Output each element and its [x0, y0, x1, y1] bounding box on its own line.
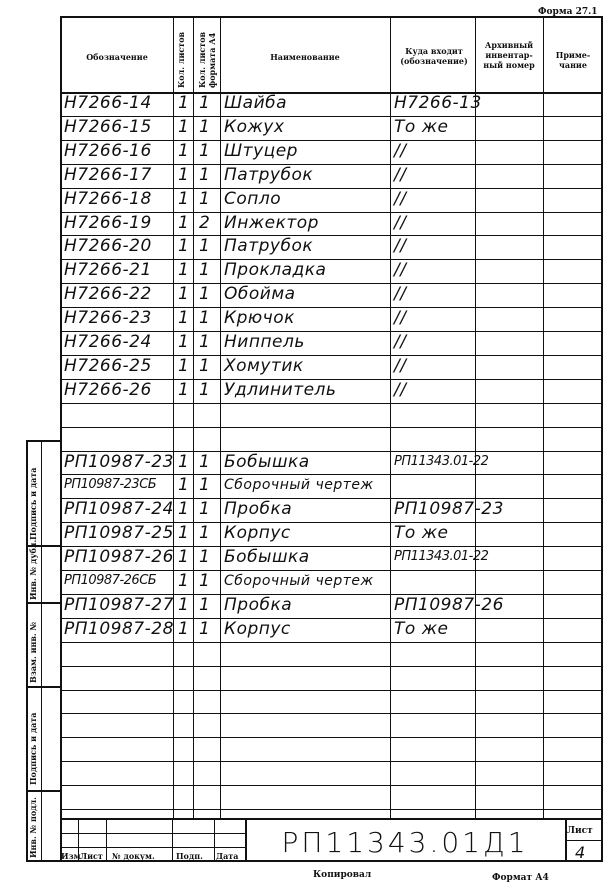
cell-name: Крючок: [224, 308, 295, 329]
cell-where-used: РП11343.01-22: [394, 549, 489, 565]
col-change: Изм: [61, 851, 81, 861]
cell-a4: 1: [199, 284, 211, 305]
header-name: Наименование: [270, 52, 340, 62]
cell-where-used: То же: [394, 523, 449, 544]
cell-sheets: 1: [178, 618, 190, 639]
cell-designation: Н7266-23: [64, 308, 152, 329]
cell-a4: 1: [199, 355, 211, 376]
cell-a4: 1: [199, 332, 211, 352]
cell-name: Бобышка: [224, 451, 310, 472]
col-sheet: Лист: [80, 851, 103, 861]
cell-a4: 1: [199, 188, 211, 209]
cell-name: Штуцер: [224, 140, 298, 161]
cell-sheets: 1: [178, 236, 190, 257]
cell-a4: 1: [199, 547, 211, 568]
footer-format: Формат А4: [492, 873, 549, 883]
cell-name: Хомутик: [224, 355, 304, 376]
cell-where-used: //: [394, 355, 407, 376]
cell-name: Сопло: [224, 188, 282, 209]
cell-a4: 2: [199, 212, 211, 233]
cell-where-used: То же: [394, 116, 449, 137]
cell-designation: РП10987-26: [64, 547, 174, 568]
cell-designation: РП10987-28: [64, 618, 174, 639]
cell-a4: 1: [199, 475, 211, 496]
cell-designation: РП10987-24: [64, 499, 174, 520]
cell-sheets: 1: [178, 499, 190, 520]
cell-a4: 1: [199, 499, 211, 520]
cell-name: Патрубок: [224, 236, 314, 257]
cell-a4: 1: [199, 523, 211, 544]
cell-a4: 1: [199, 260, 211, 281]
header-designation: Обозначение: [86, 52, 148, 62]
cell-where-used: //: [394, 236, 407, 257]
sheet-label: Лист: [567, 826, 593, 836]
cell-name: Шайба: [224, 93, 288, 113]
cell-sheets: 1: [178, 547, 190, 568]
cell-sheets: 1: [178, 93, 190, 113]
cell-sheets: 1: [178, 284, 190, 305]
cell-where-used: РП10987-23: [394, 499, 504, 520]
cell-a4: 1: [199, 308, 211, 329]
side-label-sign-date-2: Подпись и дата: [28, 712, 38, 785]
cell-name: Ниппель: [224, 332, 305, 352]
cell-sheets: 1: [178, 523, 190, 544]
cell-designation: Н7266-19: [64, 212, 152, 233]
cell-name: Пробка: [224, 594, 293, 615]
cell-designation: РП10987-26СБ: [64, 573, 157, 588]
cell-designation: РП10987-27: [64, 594, 174, 615]
cell-sheets: 1: [178, 140, 190, 161]
cell-where-used: //: [394, 284, 407, 305]
cell-name: Бобышка: [224, 547, 310, 568]
cell-a4: 1: [199, 618, 211, 639]
cell-name: Пробка: [224, 499, 293, 520]
cell-a4: 1: [199, 140, 211, 161]
cell-where-used: Н7266-13: [394, 93, 482, 113]
cell-a4: 1: [199, 93, 211, 113]
cell-where-used: РП10987-26: [394, 594, 504, 615]
side-label-inv-orig: Инв. № подл.: [28, 797, 38, 858]
cell-designation: Н7266-20: [64, 236, 152, 257]
col-date: Дата: [216, 851, 239, 861]
cell-name: Прокладка: [224, 260, 327, 281]
cell-sheets: 1: [178, 571, 190, 591]
cell-designation: Н7266-18: [64, 188, 152, 209]
cell-name: Обойма: [224, 284, 296, 305]
cell-where-used: //: [394, 260, 407, 281]
cell-a4: 1: [199, 594, 211, 615]
header-sheets-count: Кол. листов: [176, 31, 186, 88]
cell-where-used: То же: [394, 618, 449, 639]
cell-designation: Н7266-21: [64, 260, 152, 281]
cell-designation: РП10987-25: [64, 523, 174, 544]
cell-designation: Н7266-14: [64, 93, 152, 113]
cell-where-used: //: [394, 164, 407, 185]
cell-a4: 1: [199, 164, 211, 185]
form-label: Форма 27.1: [538, 7, 598, 17]
cell-sheets: 1: [178, 475, 190, 496]
header-archive-number: Архивный инвентар-ный номер: [483, 40, 535, 70]
cell-designation: Н7266-16: [64, 140, 152, 161]
header-where-used: Куда входит (обозначение): [400, 46, 468, 66]
cell-name: Инжектор: [224, 212, 319, 233]
cell-designation: Н7266-15: [64, 116, 152, 137]
cell-where-used: //: [394, 140, 407, 161]
cell-sheets: 1: [178, 164, 190, 185]
cell-where-used: //: [394, 379, 407, 400]
cell-name: Сборочный чертеж: [224, 477, 374, 494]
header-a4-sheets: Кол. листов формата А4: [197, 31, 217, 88]
cell-name: Сборочный чертеж: [224, 573, 374, 589]
header-note: Приме-чание: [555, 50, 591, 70]
cell-designation: РП10987-23: [64, 451, 174, 472]
cell-designation: Н7266-24: [64, 332, 152, 352]
cell-where-used: //: [394, 308, 407, 329]
cell-sheets: 1: [178, 308, 190, 329]
cell-a4: 1: [199, 571, 211, 591]
cell-sheets: 1: [178, 451, 190, 472]
cell-sheets: 1: [178, 188, 190, 209]
document-number: РП11343.01Д1: [281, 826, 529, 859]
cell-sheets: 1: [178, 594, 190, 615]
cell-sheets: 1: [178, 332, 190, 352]
cell-where-used: //: [394, 212, 407, 233]
side-label-inv-dup: Инв. № дубл.: [28, 539, 38, 600]
cell-name: Удлинитель: [224, 379, 337, 400]
side-label-sign-date: Подпись и дата: [28, 467, 38, 540]
cell-sheets: 1: [178, 379, 190, 400]
cell-designation: Н7266-25: [64, 355, 152, 376]
cell-where-used: РП11343.01-22: [394, 453, 489, 469]
footer-copied: Копировал: [313, 870, 372, 880]
cell-sheets: 1: [178, 260, 190, 281]
cell-designation: Н7266-17: [64, 164, 152, 185]
cell-name: Патрубок: [224, 164, 314, 185]
cell-designation: Н7266-22: [64, 284, 152, 305]
cell-a4: 1: [199, 236, 211, 257]
side-label-replaces-inv: Взам. инв. №: [28, 621, 38, 683]
cell-name: Корпус: [224, 618, 291, 639]
cell-name: Корпус: [224, 523, 291, 544]
cell-designation: РП10987-23СБ: [64, 477, 157, 493]
cell-sheets: 1: [178, 116, 190, 137]
cell-where-used: //: [394, 332, 407, 352]
cell-sheets: 1: [178, 212, 190, 233]
col-signature: Подп.: [176, 851, 203, 861]
col-doc-number: № докум.: [112, 851, 155, 861]
cell-name: Кожух: [224, 116, 285, 137]
sheet-number: 4: [575, 843, 586, 862]
cell-a4: 1: [199, 379, 211, 400]
cell-a4: 1: [199, 116, 211, 137]
cell-where-used: //: [394, 188, 407, 209]
cell-a4: 1: [199, 451, 211, 472]
cell-designation: Н7266-26: [64, 379, 152, 400]
cell-sheets: 1: [178, 355, 190, 376]
